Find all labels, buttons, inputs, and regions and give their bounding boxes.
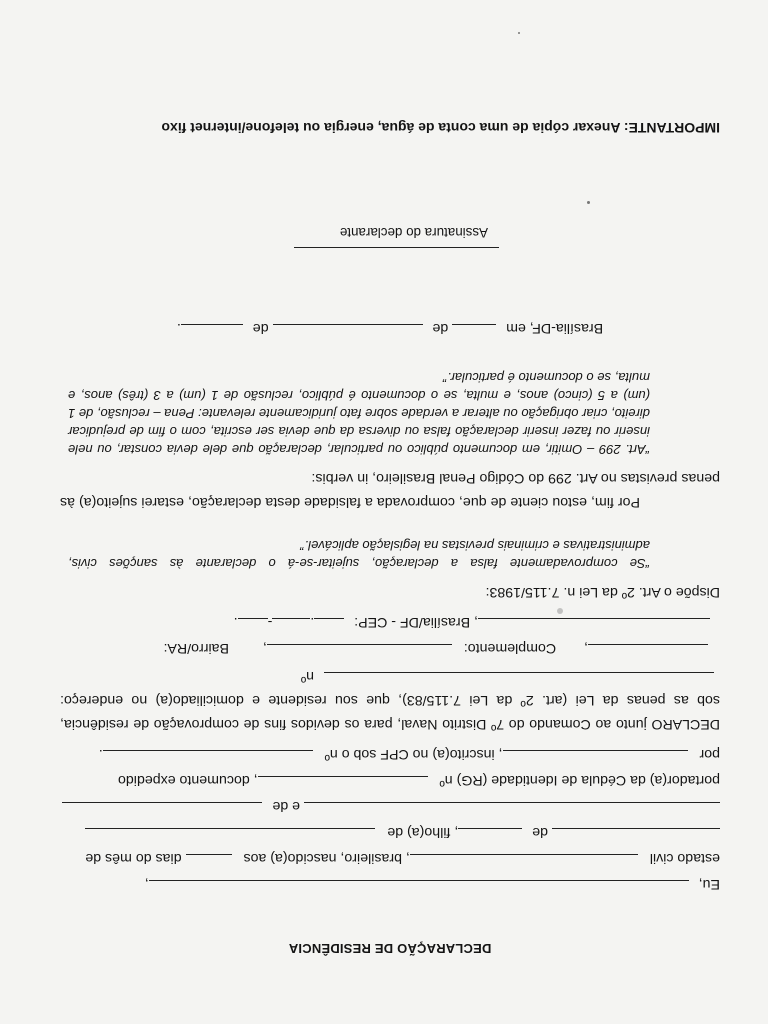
date-line: Brasília-DF, em de de . <box>60 314 720 340</box>
complemento-field[interactable] <box>267 644 452 660</box>
issuer-field[interactable] <box>503 750 688 766</box>
declaro-paragraph <box>60 664 720 736</box>
birth-year-field[interactable] <box>458 828 522 844</box>
line-bairro: , Complemento: , Bairro/RA: <box>60 634 720 660</box>
cep-field-3[interactable] <box>238 618 268 634</box>
declaration-body <box>60 116 720 980</box>
line-mother <box>60 792 720 818</box>
line-civil <box>60 844 720 870</box>
cpf-field[interactable] <box>103 750 313 766</box>
date-place-label: Brasília-DF, em <box>506 320 604 336</box>
important-note: IMPORTANTE: Anexar cópia de uma conta de água, energia ou telefone/internet fixo <box>161 120 720 136</box>
paper-speck <box>587 201 590 204</box>
cep-field-1[interactable] <box>314 618 344 634</box>
address-field[interactable] <box>324 672 714 688</box>
mother-name-field[interactable] <box>62 802 262 818</box>
signature-line[interactable] <box>294 247 499 248</box>
day-field[interactable] <box>452 324 496 340</box>
filho-label: , filho(a) de <box>387 824 459 840</box>
de-label: de <box>532 824 549 840</box>
line-cpf: por , inscrito(a) no CPF sob o nº . <box>60 740 720 766</box>
page-title: DECLARAÇÃO DE RESIDÊNCIA <box>288 941 492 956</box>
quote-art-299: “Art. 299 – Omitir, em documento público ou particular, declaração que dele devia constar, ou nele inserir ou fazer inserir declaração falsa ou diversa da que devia ser escrita, com o fim de prejudicar direito, criar obrigação ou alterar a verdade sobre fato juridicamente relevante: Pena – reclusão, de 1 (um) a 5 (cinco) anos, e multa, se o documento é público, reclusão de 1 (um) a 3 (três) anos, e multa, se o documento é particular.” <box>68 370 650 457</box>
signature-label: Assinatura do declarante <box>339 225 488 240</box>
line-cep: , Brasília/DF - CEP: .-. <box>60 608 720 634</box>
eu-label: Eu, <box>698 876 720 892</box>
rg-field[interactable] <box>258 776 428 792</box>
date-de-label-2: de <box>252 320 269 336</box>
year-field[interactable] <box>181 324 243 340</box>
complemento-label: Complemento: <box>463 640 557 656</box>
name-field[interactable] <box>149 880 689 896</box>
signature-area <box>60 164 720 314</box>
declaro-text: DECLARO junto ao Comando do 7º Distrito Naval, para os devidos fins de comprovação de residência, sob as penas da Lei (art. 2º da Lei 7.115/83), que sou residente e domiciliado(a) no endereço: <box>60 692 720 732</box>
father-name-field[interactable] <box>85 828 375 844</box>
quote-lei-7115: “Se comprovadamente falsa a declaração, sujeitar-se-á o declarante às sanções civis, administrativas e criminais previstas na legislação aplicável.” <box>68 538 650 571</box>
paper-speck <box>557 608 563 614</box>
civil-state-field[interactable] <box>410 854 638 870</box>
cpf-label: , inscrito(a) no CPF sob o nº <box>324 746 503 762</box>
cep-label: , Brasília/DF - CEP: <box>354 614 478 630</box>
number-label: nº <box>300 668 315 684</box>
brazilian-label: , brasileiro, nascido(a) aos <box>243 850 410 866</box>
line-parent <box>60 818 720 844</box>
days-month-label: dias do mês de <box>85 850 182 866</box>
bairro-field[interactable] <box>478 618 710 634</box>
cep-field-2[interactable] <box>272 618 310 634</box>
line-name: Eu, , <box>60 870 720 896</box>
line-rg <box>60 766 720 792</box>
por-label: por <box>699 746 720 762</box>
birth-day-field[interactable] <box>186 854 232 870</box>
por-fim-paragraph: Por fim, estou ciente de que, comprovada a falsidade desta declaração, estarei sujeito(a) às penas previstas no Art. 299 do Código Penal Brasileiro, in verbis: <box>60 470 720 510</box>
father-name-cont-field[interactable] <box>304 802 720 818</box>
number-field[interactable] <box>588 644 708 660</box>
date-de-label-1: de <box>432 320 449 336</box>
birth-month-field[interactable] <box>552 828 720 844</box>
e-de-label: e de <box>272 798 301 814</box>
paper-speck <box>518 32 520 34</box>
doc-expedido-label: , documento expedido <box>117 772 258 788</box>
month-field[interactable] <box>273 324 423 340</box>
dispoe-line: Dispõe o Art. 2º da Lei n. 7.115/1983: <box>485 584 720 600</box>
civil-state-label: estado civil <box>649 850 720 866</box>
rg-label: portador(a) da Cédula de Identidade (RG) nº <box>439 772 720 788</box>
bairro-label: Bairro/RA: <box>163 640 229 656</box>
